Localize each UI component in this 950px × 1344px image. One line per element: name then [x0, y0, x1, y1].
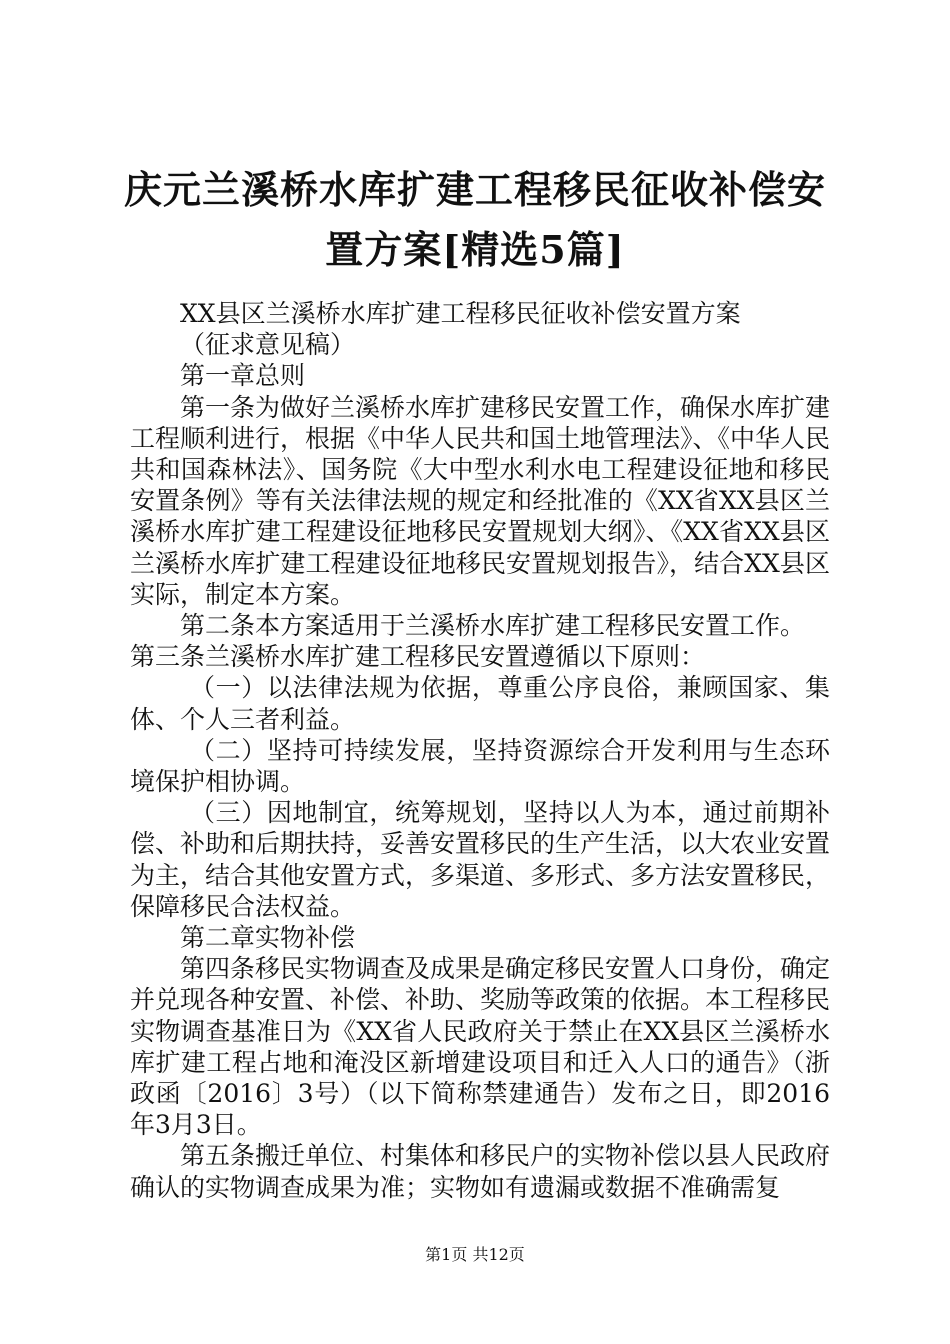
- article-paragraph: 第四条移民实物调查及成果是确定移民安置人口身份，确定并兑现各种安置、补偿、补助、奖励等政策的依据。本工程移民实物调查基准日为《XX省人民政府关于禁止在XX县区兰溪桥水库扩建工程占地和淹没区新增建设项目和迁入人口的通告》（浙政函〔2016〕3号）（以下简称禁建通告）发布之日，即2016年3月3日。: [130, 954, 831, 1140]
- article-paragraph: 第二条本方案适用于兰溪桥水库扩建工程移民安置工作。: [180, 611, 806, 641]
- draft-note: （征求意见稿）: [180, 330, 356, 360]
- principle-item: （一）以法律法规为依据，尊重公序良俗，兼顾国家、集体、个人三者利益。: [130, 673, 830, 734]
- principle-item: （三）因地制宜，统筹规划，坚持以人为本，通过前期补偿、补助和后期扶持，妥善安置移民的生产生活，以大农业安置为主，结合其他安置方式，多渠道、多形式、多方法安置移民，保障移民合法权益。: [130, 798, 831, 921]
- subtitle: XX县区兰溪桥水库扩建工程移民征收补偿安置方案: [180, 299, 741, 328]
- page-number: 第1页 共12页: [425, 1245, 525, 1264]
- article-paragraph: 第一条为做好兰溪桥水库扩建移民安置工作，确保水库扩建工程顺利进行，根据《中华人民共和国土地管理法》、《中华人民共和国森林法》、国务院《大中型水利水电工程建设征地和移民安置条例》等有关法律法规的规定和经批准的《XX省XX县区兰溪桥水库扩建工程建设征地移民安置规划大纲》、《XX省XX县区兰溪桥水库扩建工程建设征地移民安置规划报告》，结合XX县区实际，制定本方案。: [130, 392, 831, 609]
- article-paragraph: 第三条兰溪桥水库扩建工程移民安置遵循以下原则：: [130, 642, 706, 672]
- principle-item: （二）坚持可持续发展，坚持资源综合开发利用与生态环境保护相协调。: [130, 735, 830, 797]
- chapter-heading: 第二章实物补偿: [180, 923, 356, 953]
- chapter-heading: 第一章总则: [180, 361, 306, 391]
- article-paragraph: 第五条搬迁单位、村集体和移民户的实物补偿以县人民政府确认的实物调查成果为准；实物如有遗漏或数据不准确需复: [130, 1141, 831, 1202]
- document-title: 庆元兰溪桥水库扩建工程移民征收补偿安置方案[精选5篇]: [123, 167, 826, 272]
- document-body: [130, 298, 830, 1203]
